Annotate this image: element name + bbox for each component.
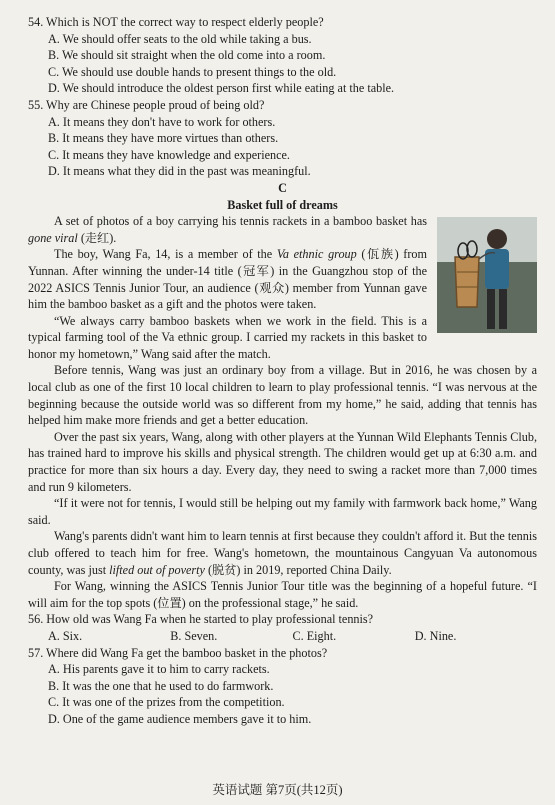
paragraph-3: “We always carry bamboo baskets when we work in the field. This is a typical farming tool of the Va ethnic group. I carried my rackets in this basket to honor my hometown,” Wang said after the match. (28, 313, 427, 361)
boy-with-bamboo-basket-photo (437, 217, 537, 333)
q55-option-d: D. It means what they did in the past was meaningful. (48, 164, 311, 179)
q57-option-d: D. One of the game audience members gave it to him. (48, 711, 312, 726)
paragraph-6: “If it were not for tennis, I would still be helping out my family with farmwork back home,” Wang said. (28, 496, 537, 527)
question-54-stem: 54. Which is NOT the correct way to respect elderly people? (28, 15, 324, 29)
paragraph-7: Wang's parents didn't want him to learn tennis at first because they couldn't afford it. But the tennis club offered to teach him for free. Wang's hometown, the mountainous Cangyuan Va autonomous county, was just lifted out of poverty (脱贫) in 2019, reported China Daily. (28, 529, 537, 577)
q54-option-a: A. We should offer seats to the old while taking a bus. (48, 31, 312, 46)
page-footer: 英语试题 第7页(共12页) (212, 783, 343, 798)
q54-option-d: D. We should introduce the oldest person first while eating at the table. (48, 81, 395, 96)
passage-title: Basket full of dreams (227, 197, 338, 212)
q57-option-a: A. His parents gave it to him to carry rackets. (48, 662, 270, 677)
paragraph-4: Before tennis, Wang was just an ordinary boy from a village. But in 2016, he was chosen by a local club as one of the first 10 local children to learn to play professional tennis. “I was nervous at the beginning because the outside world was so different from my home,” he said, adding that tennis has helped him make more friends and get a better education. (28, 363, 537, 428)
paragraph-1: A set of photos of a boy carrying his tennis rackets in a bamboo basket has gone viral (走红). (28, 214, 427, 245)
q54-option-c: C. We should use double hands to present things to the old. (48, 64, 337, 79)
q55-option-b: B. It means they have more virtues than others. (48, 131, 279, 146)
q56-option-d: D. Nine. (414, 628, 457, 643)
q56-option-a: A. Six. (48, 628, 83, 643)
question-56-stem: 56. How old was Wang Fa when he started to play professional tennis? (28, 612, 374, 627)
q55-option-a: A. It means they don't have to work for others. (48, 114, 276, 129)
q56-option-b: B. Seven. (170, 628, 218, 643)
paragraph-5: Over the past six years, Wang, along with other players at the Yunnan Wild Elephants Tennis Club, has trained hard to improve his skills and physical strength. The children would get up at 6:30 a.m. and practice for more than six hours a day. Every day, they need to swing a racket more than 7,000 times and run 9 kilometers. (28, 429, 537, 494)
paragraph-8: For Wang, winning the ASICS Tennis Junior Tour title was the beginning of a hopeful future. “I will aim for the top spots (位置) on the professional stage,” he said. (28, 579, 537, 610)
q54-option-b: B. We should sit straight when the old come into a room. (48, 48, 326, 63)
q56-options (48, 628, 537, 645)
question-57-stem: 57. Where did Wang Fa get the bamboo basket in the photos? (28, 645, 328, 660)
section-letter: C (278, 180, 287, 195)
paragraph-2: The boy, Wang Fa, 14, is a member of the Va ethnic group (佤族) from Yunnan. After winning the under-14 title (冠军) in the Guangzhou stop of the 2022 ASICS Tennis Junior Tour, an audience (观众) member from Yunnan gave him the bamboo basket as a gift and the photos were taken. (28, 247, 427, 312)
q55-option-c: C. It means they have knowledge and experience. (48, 147, 290, 162)
q56-option-c: C. Eight. (292, 628, 337, 643)
q57-option-c: C. It was one of the prizes from the competition. (48, 695, 285, 710)
question-55-stem: 55. Why are Chinese people proud of being old? (28, 97, 265, 112)
q57-option-b: B. It was the one that he used to do farmwork. (48, 678, 274, 693)
